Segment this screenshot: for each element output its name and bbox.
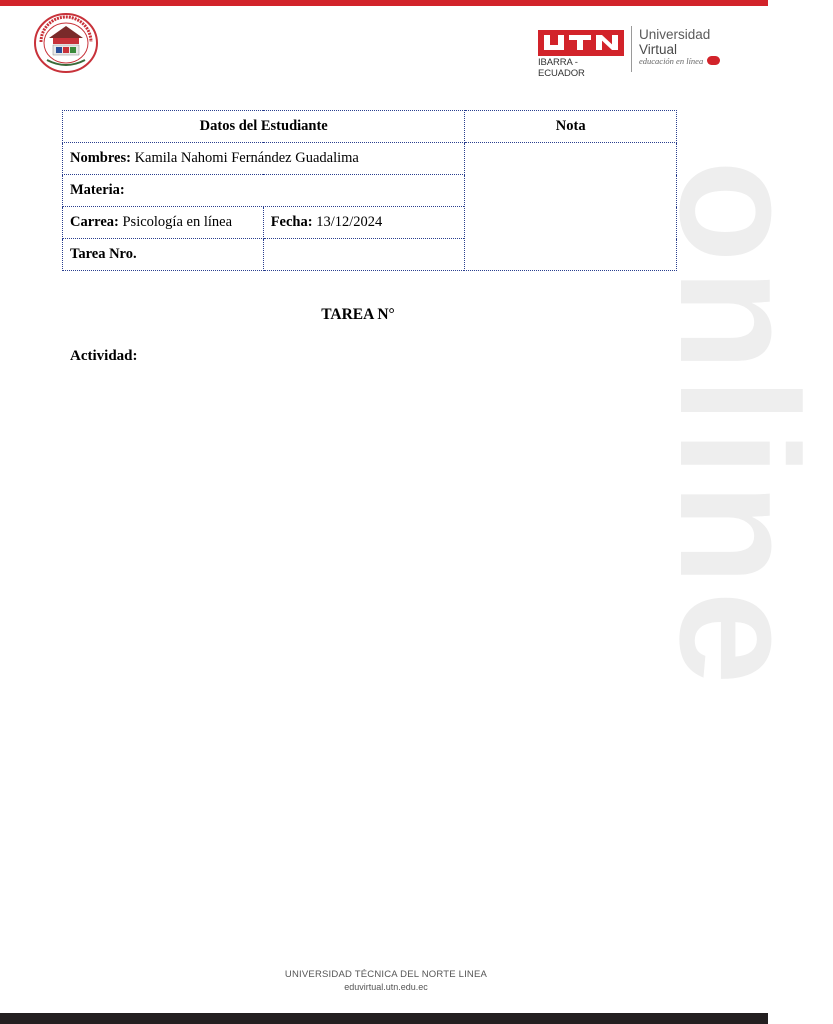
tarea-label: Tarea Nro. [70, 246, 137, 262]
tarea-cell [63, 239, 264, 271]
activity-label: Actividad: [70, 348, 138, 364]
carrera-label: Carrea: [70, 214, 119, 230]
footer-university: UNIVERSIDAD TÉCNICA DEL NORTE LINEA [284, 969, 488, 980]
university-seal-logo [33, 12, 99, 74]
header-grade: Nota [465, 111, 677, 143]
uv-tagline: educación en línea [639, 56, 704, 66]
plus-badge-icon [707, 56, 720, 65]
task-title: TAREA N° [321, 306, 395, 323]
materia-label: Materia: [70, 182, 125, 198]
utn-location: IBARRA - ECUADOR [538, 57, 585, 79]
materia-cell [63, 175, 465, 207]
top-accent-bar [0, 0, 768, 6]
uv-title: Universidad [639, 27, 711, 42]
grade-cell [465, 143, 677, 271]
header-student-data: Datos del Estudiante [63, 111, 465, 143]
fecha-value: 13/12/2024 [312, 214, 383, 230]
nombres-value: Kamila Nahomi Fernández Guadalima [130, 150, 359, 166]
carrera-value: Psicología en línea [118, 214, 233, 230]
table-header-row [63, 111, 677, 143]
carrera-cell [63, 207, 264, 239]
watermark-text: online [645, 160, 833, 691]
table-row [63, 143, 677, 175]
logo-divider [631, 26, 632, 72]
utn-wordmark [538, 30, 624, 56]
tarea-value-cell [263, 239, 465, 271]
nombres-label: Nombres: [70, 150, 131, 166]
online-watermark [645, 160, 833, 920]
student-data-table [62, 110, 677, 271]
bottom-bar [0, 1013, 768, 1024]
fecha-label: Fecha: [270, 214, 313, 230]
uv-virtual: Virtual [639, 42, 678, 57]
footer-website: eduvirtual.utn.edu.ec [344, 982, 428, 992]
utn-virtual-logo [538, 26, 728, 79]
nombres-cell [63, 143, 465, 175]
fecha-cell [263, 207, 465, 239]
